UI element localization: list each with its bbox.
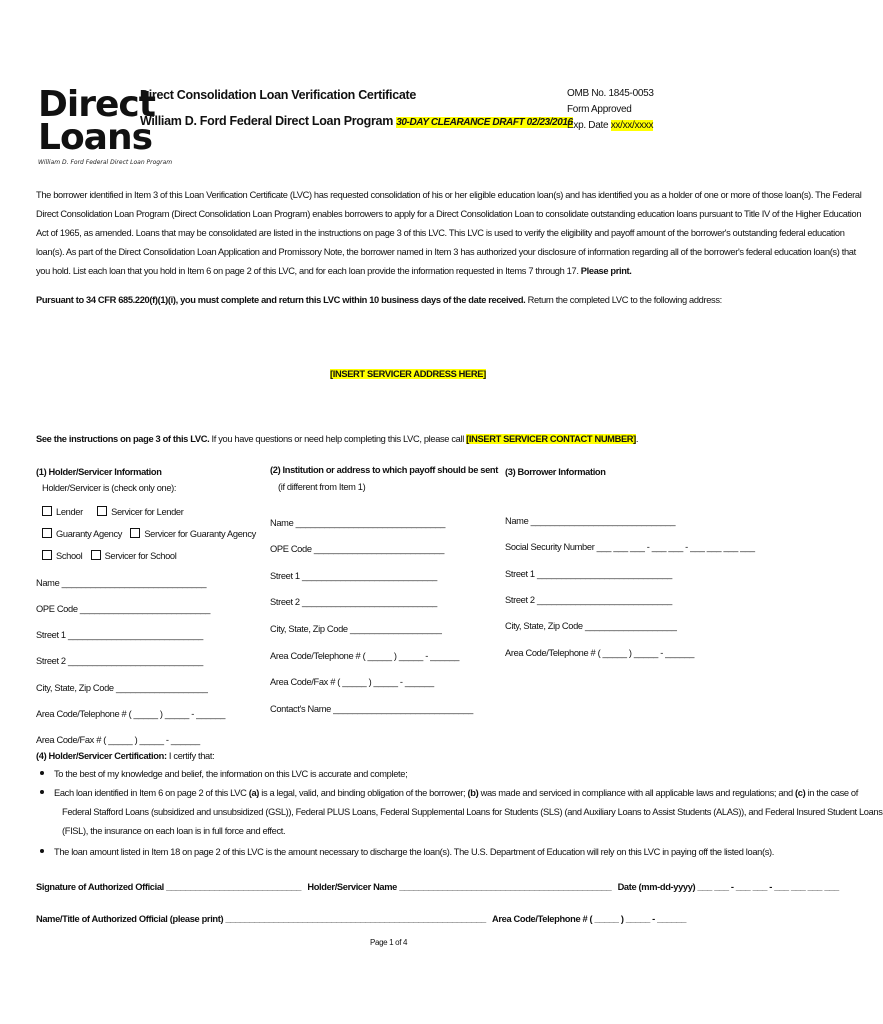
payoff-street1-field[interactable]: Street 1 ____________________________ (270, 571, 437, 581)
certification-bullet-2-line2: Federal Stafford Loans (subsidized and unsubsidized (GSL)), Federal PLUS Loans, Federal Supplemental Loans for Students (SLS) (and Auxiliary Loans to Assist Students (ALAS)), and Federal Insured Student Loans (62, 807, 883, 817)
instructions-note: See the instructions on page 3 of this LVC. If you have questions or need help completing this LVC, please call [INSERT SERVICER CONTACT NUMBER]. (36, 434, 639, 444)
omb-number: OMB No. 1845-0053 (567, 88, 654, 99)
bullet-icon (40, 849, 44, 853)
servicer-address: [INSERT SERVICER ADDRESS HERE] (330, 369, 486, 379)
holder-street1-field[interactable]: Street 1 ____________________________ (36, 630, 203, 640)
section1-heading: (1) Holder/Servicer Information (36, 467, 162, 477)
borrower-city-field[interactable]: City, State, Zip Code ___________________ (505, 621, 677, 631)
payoff-city-field[interactable]: City, State, Zip Code ___________________ (270, 624, 442, 634)
borrower-ssn-field[interactable]: Social Security Number ___ ___ ___ - ___ ___ - ___ ___ ___ ___ (505, 542, 755, 552)
payoff-fax-field[interactable]: Area Code/Fax # ( _____ ) _____ - ______ (270, 677, 434, 687)
holder-name-field[interactable]: Name ______________________________ (36, 578, 207, 588)
borrower-phone-field[interactable]: Area Code/Telephone # ( _____ ) _____ - ______ (505, 648, 695, 658)
omb-info (567, 86, 654, 134)
holder-fax-field[interactable]: Area Code/Fax # ( _____ ) _____ - ______ (36, 735, 200, 745)
page-title: Direct Consolidation Loan Verification Certificate (140, 88, 417, 102)
payoff-street2-field[interactable]: Street 2 ____________________________ (270, 597, 437, 607)
holder-servicer-name-field[interactable]: Holder/Servicer Name ____________________________________________ (307, 882, 612, 892)
holder-phone-field[interactable]: Area Code/Telephone # ( _____ ) _____ - ______ (36, 709, 226, 719)
name-title-field[interactable]: Name/Title of Authorized Official (please print) ______________________________________________________ (36, 914, 486, 924)
payoff-name-field[interactable]: Name _______________________________ (270, 518, 446, 528)
guaranty-agency-checkbox[interactable] (42, 528, 52, 538)
holder-street2-field[interactable]: Street 2 ____________________________ (36, 656, 203, 666)
section1-subheading: Holder/Servicer is (check only one): (42, 483, 177, 493)
certification-bullet-1: To the best of my knowledge and belief, the information on this LVC is accurate and complete; (40, 769, 407, 779)
servicer-guaranty-checkbox[interactable] (130, 528, 140, 538)
bullet-icon (40, 771, 44, 775)
draft-badge: 30-DAY CLEARANCE DRAFT 02/23/2016 (396, 117, 573, 128)
lender-checkbox[interactable] (42, 506, 52, 516)
payoff-ope-field[interactable]: OPE Code ___________________________ (270, 544, 445, 554)
holder-ope-field[interactable]: OPE Code ___________________________ (36, 604, 211, 614)
payoff-contact-field[interactable]: Contact's Name _____________________________ (270, 704, 473, 714)
servicer-lender-checkbox[interactable] (97, 506, 107, 516)
holder-type-row1: Lender Servicer for Lender (42, 506, 184, 517)
form-approved: Form Approved (567, 104, 632, 115)
certification-bullet-2: Each loan identified in Item 6 on page 2 of this LVC (a) is a legal, valid, and binding obligation of the borrower; (b) was made and serviced in compliance with all applicable laws and regulations; and (c) in the case of (40, 788, 858, 798)
section2-heading: (2) Institution or address to which payoff should be sent (270, 465, 498, 475)
borrower-street2-field[interactable]: Street 2 ____________________________ (505, 595, 672, 605)
signer-phone-field[interactable]: Area Code/Telephone # ( _____ ) _____ - ______ (492, 914, 687, 924)
holder-city-field[interactable]: City, State, Zip Code ___________________ (36, 683, 208, 693)
page-subtitle (140, 114, 573, 128)
logo-line-loans: Loans (38, 117, 153, 158)
bullet-icon (40, 790, 44, 794)
borrower-street1-field[interactable]: Street 1 ____________________________ (505, 569, 672, 579)
program-name: William D. Ford Federal Direct Loan Program (140, 114, 394, 128)
signature-row (36, 882, 839, 892)
logo-line-direct: Direct (38, 84, 155, 125)
section4-heading: (4) Holder/Servicer Certification: I certify that: (36, 751, 215, 761)
page-number: Page 1 of 4 (370, 938, 408, 947)
certification-bullet-2-line3: (FISL), the insurance on each loan is in full force and effect. (62, 826, 286, 836)
date-field[interactable]: Date (mm-dd-yyyy) ___ ___ - ___ ___ - ___ ___ ___ ___ (617, 882, 839, 892)
logo-tagline: William D. Ford Federal Direct Loan Program (38, 159, 173, 166)
section2-subheading: (if different from Item 1) (278, 482, 366, 492)
name-title-row (36, 914, 686, 924)
intro-paragraph: The borrower identified in Item 3 of this Loan Verification Certificate (LVC) has requested consolidation of his or her eligible education loan(s) and has identified you as a holder of one or more of those loan(s). The Federal Direct Consolidation Loan Program (Direct Consolidation Loan Program) enables borrowers to apply for a Direct Consolidation Loan to consolidate outstanding education loans pursuant to Title IV of the Higher Education Act of 1965, as amended. Loans that may be consolidated are listed in the instructions on page 3 of this LVC. This LVC is used to verify the eligibility and payoff amount of the borrower's outstanding federal education loan(s). As part of the Direct Consolidation Loan Application and Promissory Note, the borrower named in Item 3 has authorized your disclosure of information regarding all of the borrower's federal education loan(s) that you hold. List each loan that you hold in Item 6 on page 2 of this LVC, and for each loan provide the information requested in Items 7 through 17. Please print. (36, 190, 862, 276)
signature-field[interactable]: Signature of Authorized Official ____________________________ (36, 882, 302, 892)
certification-bullet-3: The loan amount listed in Item 18 on page 2 of this LVC is the amount necessary to discharge the loan(s). The U.S. Department of Education will rely on this LVC in paying off the listed loan(s). (40, 847, 774, 857)
school-checkbox[interactable] (42, 550, 52, 560)
payoff-phone-field[interactable]: Area Code/Telephone # ( _____ ) _____ - ______ (270, 651, 460, 661)
holder-type-row3: School Servicer for School (42, 550, 176, 561)
pursuant-notice: Pursuant to 34 CFR 685.220(f)(1)(i), you must complete and return this LVC within 10 business days of the date received. Return the completed LVC to the following address: (36, 295, 722, 305)
servicer-school-checkbox[interactable] (91, 550, 101, 560)
section3-heading: (3) Borrower Information (505, 467, 606, 477)
exp-date: Exp. Date xx/xx/xxxx (567, 120, 654, 131)
holder-type-row2: Guaranty Agency Servicer for Guaranty Agency (42, 528, 256, 539)
borrower-name-field[interactable]: Name ______________________________ (505, 516, 676, 526)
